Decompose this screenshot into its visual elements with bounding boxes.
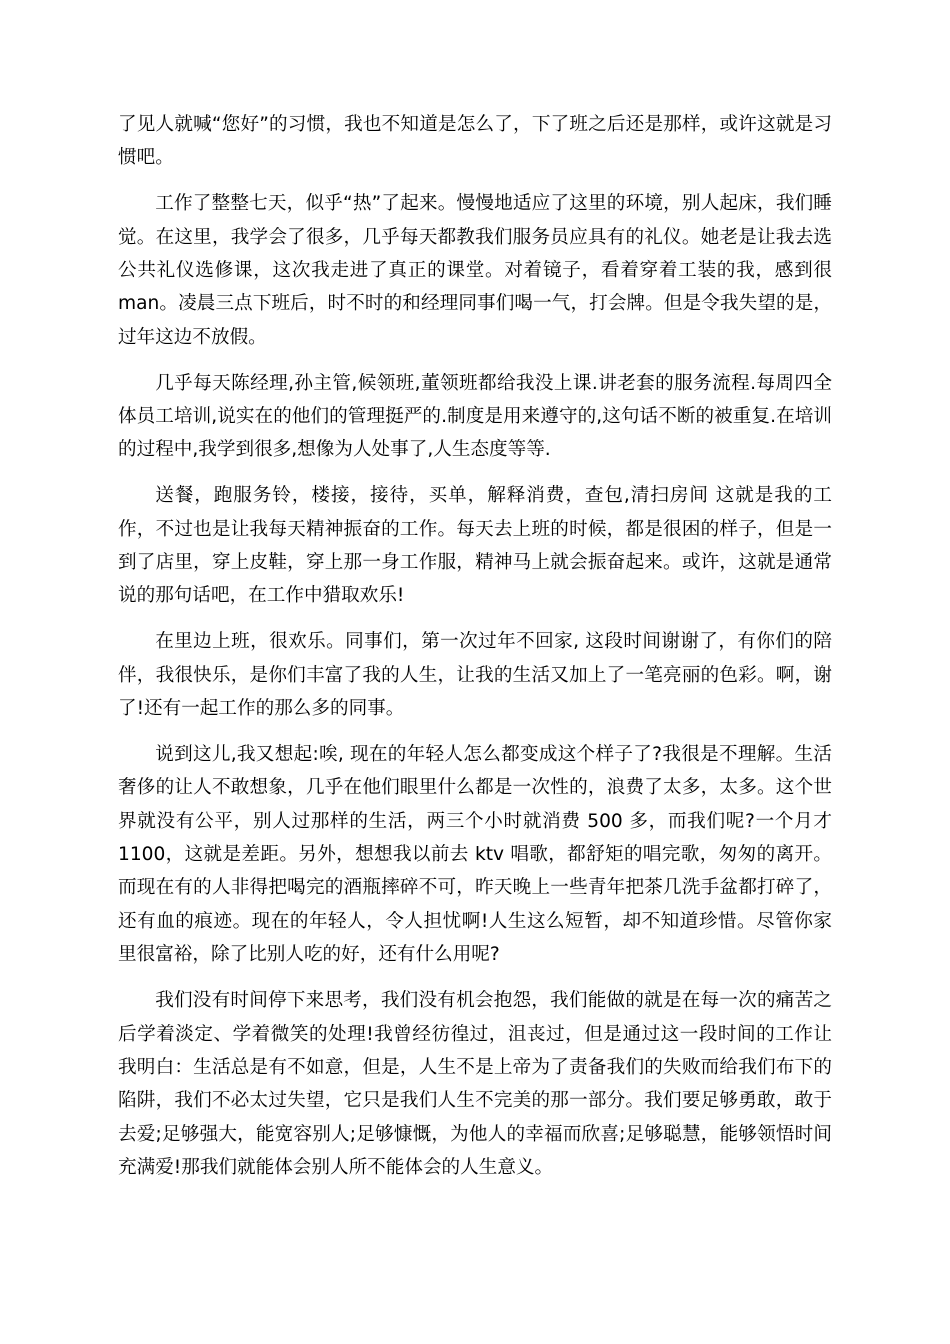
paragraph-first-week: 工作了整整七天，似乎“热”了起来。慢慢地适应了这里的环境，别人起床，我们睡觉。在这里，我学会了很多，几乎每天都教我们服务员应具有的礼仪。她老是让我去选公共礼仪选修课，这次我走进了真正的课堂。对着镜子，看着穿着工装的我，感到很 man。凌晨三点下班后，时不时的和经理同事们喝一气，打会牌。但是令我失望的是，过年这边不放假。 [118, 193, 832, 348]
paragraph-colleagues: 在里边上班，很欢乐。同事们，第一次过年不回家, 这段时间谢谢了，有你们的陪伴，我很快乐，是你们丰富了我的人生，让我的生活又加上了一笔亮丽的色彩。啊，谢了!还有一起工作的那么多的同事。 [118, 631, 832, 720]
paragraph-continuation: 了见人就喊“您好”的习惯，我也不知道是怎么了，下了班之后还是那样，或许这就是习惯吧。 [118, 114, 832, 169]
paragraph-training: 几乎每天陈经理,孙主管,候领班,董领班都给我没上课.讲老套的服务流程.每周四全体员工培训,说实在的他们的管理挺严的.制度是用来遵守的,这句话不断的被重复.在培训的过程中,我学到很多,想像为人处事了,人生态度等等. [118, 372, 832, 461]
paragraph-young-people: 说到这儿,我又想起:唉, 现在的年轻人怎么都变成这个样子了?我很是不理解。生活奢侈的让人不敢想象，几乎在他们眼里什么都是一次性的，浪费了太多，太多。这个世界就没有公平，别人过那样的生活，两三个小时就消费 500 多，而我们呢?一个月才 1100，这就是差距。另外，想想我以前去 ktv 唱歌，都舒矩的唱完歌，匆匆的离开。而现在有的人非得把喝完的酒瓶摔碎不可，昨天晚上一些青年把茶几洗手盆都打碎了，还有血的痕迹。现在的年轻人，令人担忧啊!人生这么短暂，却不知道珍惜。尽管你家里很富裕，除了比别人吃的好，还有什么用呢? [118, 743, 832, 966]
paragraph-duties: 送餐，跑服务铃，楼接，接待，买单，解释消费，查包,清扫房间 这就是我的工作，不过也是让我每天精神振奋的工作。每天去上班的时候，都是很困的样子，但是一到了店里，穿上皮鞋，穿上那一身工作服，精神马上就会振奋起来。或许，这就是通常说的那句话吧，在工作中猎取欢乐! [118, 485, 832, 607]
document-body [118, 108, 832, 1197]
paragraph-reflection: 我们没有时间停下来思考，我们没有机会抱怨，我们能做的就是在每一次的痛苦之后学着淡定、学着微笑的处理!我曾经彷徨过，沮丧过，但是通过这一段时间的工作让我明白：生活总是有不如意，但是，人生不是上帝为了责备我们的失败而给我们布下的陷阱，我们不必太过失望，它只是我们人生不完美的那一部分。我们要足够勇敢，敢于去爱;足够强大，能宽容别人;足够慷慨，为他人的幸福而欣喜;足够聪慧，能够领悟时间充满爱!那我们就能体会别人所不能体会的人生意义。 [118, 990, 832, 1179]
